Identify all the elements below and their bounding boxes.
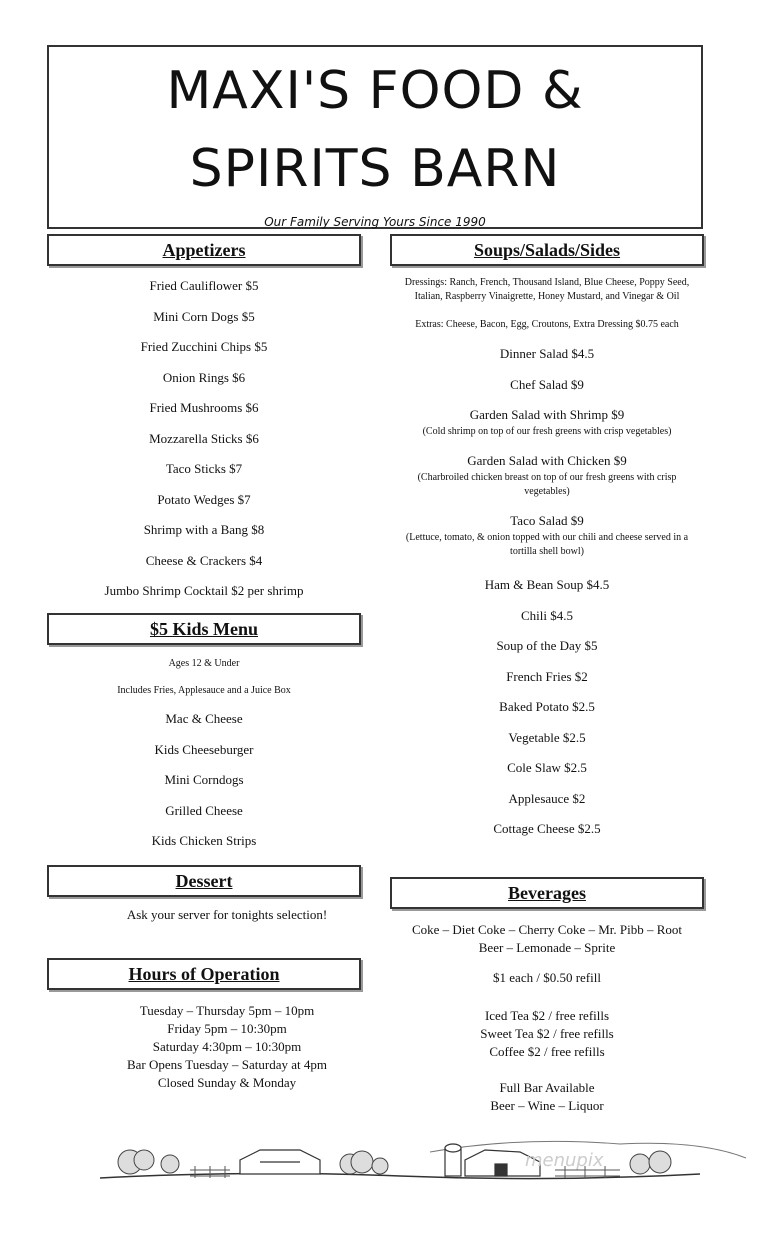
- dessert-text: Ask your server for tonights selection!: [126, 907, 328, 922]
- hours-header: Hours of Operation: [47, 958, 361, 990]
- appetizer-item: Jumbo Shrimp Cocktail $2 per shrimp: [104, 583, 304, 598]
- kids-includes-note: Includes Fries, Applesauce and a Juice Box: [117, 685, 291, 696]
- kids-menu-list: [47, 657, 361, 862]
- restaurant-name-line1: MAXI'S FOOD &: [166, 61, 584, 121]
- appetizers-list: [47, 276, 361, 612]
- side-item: French Fries $2: [506, 668, 588, 684]
- appetizer-item: Fried Zucchini Chips $5: [140, 339, 268, 354]
- soups-header: Soups/Salads/Sides: [390, 234, 704, 266]
- salad-description: (Cold shrimp on top of our fresh greens with crisp vegetables): [422, 426, 672, 437]
- side-item: Ham & Bean Soup $4.5: [484, 577, 610, 592]
- beverages-list: [390, 921, 704, 1115]
- soda-price: $1 each / $0.50 refill: [493, 970, 601, 985]
- beverages-header: Beverages: [390, 877, 704, 909]
- appetizer-item: Fried Cauliflower $5: [149, 278, 259, 293]
- tea-line: Coffee $2 / free refills: [489, 1044, 605, 1059]
- side-item: Applesauce $2: [508, 790, 586, 806]
- dessert-header: Dessert: [47, 865, 361, 897]
- kids-menu-header: $5 Kids Menu: [47, 613, 361, 645]
- tea-line: Sweet Tea $2 / free refills: [480, 1026, 614, 1041]
- salad-item: Dinner Salad $4.5: [499, 346, 595, 361]
- salad-description: (Charbroiled chicken breast on top of our fresh greens with crisp vegetables): [417, 472, 677, 497]
- bar-line: Beer – Wine – Liquor: [490, 1098, 604, 1113]
- hours-line: Tuesday – Thursday 5pm – 10pm: [139, 1003, 315, 1018]
- extras-note: Extras: Cheese, Bacon, Egg, Croutons, Extra Dressing $0.75 each: [415, 319, 679, 330]
- kids-item: Grilled Cheese: [165, 802, 243, 818]
- soda-line: Beer – Lemonade – Sprite: [478, 940, 616, 955]
- salad-item: Taco Salad $9: [510, 513, 584, 528]
- appetizer-item: Cheese & Crackers $4: [145, 552, 263, 568]
- side-item: Baked Potato $2.5: [499, 699, 595, 714]
- salad-item: Garden Salad with Chicken $9: [467, 453, 627, 468]
- kids-item: Mac & Cheese: [165, 711, 243, 726]
- side-item: Cottage Cheese $2.5: [493, 821, 601, 836]
- appetizer-item: Fried Mushrooms $6: [149, 400, 259, 415]
- restaurant-name-line2: SPIRITS BARN: [189, 139, 561, 199]
- kids-age-note: Ages 12 & Under: [168, 658, 240, 669]
- salad-description: (Lettuce, tomato, & onion topped with our chili and cheese served in a tortilla shell bowl): [405, 532, 689, 557]
- appetizers-header: Appetizers: [47, 234, 361, 266]
- tea-line: Iced Tea $2 / free refills: [484, 1008, 610, 1023]
- tagline: Our Family Serving Yours Since 1990: [264, 215, 486, 229]
- appetizer-item: Shrimp with a Bang $8: [143, 522, 265, 537]
- bar-line: Full Bar Available: [499, 1080, 595, 1095]
- header-box: [47, 45, 703, 229]
- dressings-note: Dressings: Ranch, French, Thousand Island, Blue Cheese, Poppy Seed, Italian, Raspberry Vinaigrette, Honey Mustard, and Vinegar & Oil: [404, 277, 690, 302]
- side-item: Chili $4.5: [520, 607, 573, 623]
- side-item: Vegetable $2.5: [508, 729, 586, 745]
- kids-item: Kids Chicken Strips: [151, 833, 257, 848]
- appetizer-item: Taco Sticks $7: [165, 461, 243, 476]
- soups-list: [390, 276, 704, 850]
- appetizer-item: Mini Corn Dogs $5: [153, 308, 255, 324]
- side-item: Cole Slaw $2.5: [507, 760, 587, 775]
- kids-item: Kids Cheeseburger: [154, 741, 254, 757]
- hours-line: Bar Opens Tuesday – Saturday at 4pm: [126, 1057, 328, 1072]
- farm-scene-illustration: [100, 1130, 748, 1192]
- hours-line: Saturday 4:30pm – 10:30pm: [152, 1039, 302, 1054]
- salad-item: Chef Salad $9: [510, 376, 584, 392]
- kids-item: Mini Corndogs: [164, 772, 244, 787]
- hours-list: [47, 1002, 407, 1092]
- side-item: Soup of the Day $5: [496, 638, 598, 653]
- appetizer-item: Onion Rings $6: [162, 369, 246, 385]
- appetizer-item: Potato Wedges $7: [157, 491, 251, 507]
- menupix-watermark: menupix: [525, 1150, 604, 1171]
- salad-item: Garden Salad with Shrimp $9: [469, 407, 625, 422]
- hours-line: Friday 5pm – 10:30pm: [167, 1021, 287, 1036]
- soda-line: Coke – Diet Coke – Cherry Coke – Mr. Pibb – Root: [411, 922, 683, 937]
- appetizer-item: Mozzarella Sticks $6: [149, 430, 259, 446]
- hours-line: Closed Sunday & Monday: [157, 1075, 297, 1090]
